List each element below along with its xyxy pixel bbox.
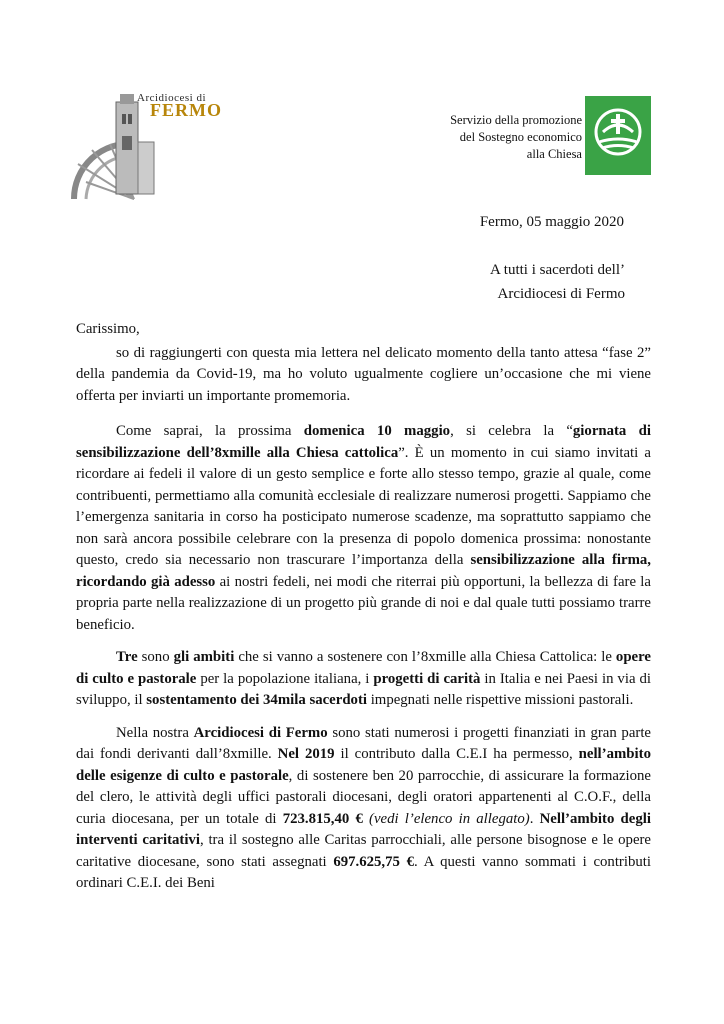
recipient-line-2: Arcidiocesi di Fermo (497, 286, 625, 302)
sostegno-logo (585, 96, 651, 175)
service-heading (450, 112, 582, 163)
logo-title-line2: FERMO (150, 100, 222, 120)
recipient-line-1: A tutti i sacerdoti dell’ (490, 262, 625, 278)
letter-date: Fermo, 05 maggio 2020 (479, 214, 624, 230)
logo-title-line1: Arcidiocesi di (137, 92, 207, 104)
paragraph-4: Nella nostra Arcidiocesi di Fermo sono stati numerosi i progetti finanziati in gran parte dai fondi derivanti dall’8xmille. Nel 2019 il contributo dalla C.E.I ha permesso, nell’ambito delle esigenze di culto e pastorale, di sostenere ben 20 parrocchie, di assicurare la formazione del clero, le attività degli uffici pastorali diocesani, degli oratori appartenenti al C.O.F., della curia diocesana, per un totale di 723.815,40 € (vedi l’elenco in allegato). Nell’ambito degli interventi caritativi, tra il sostegno alle Caritas parrocchiali, alle persone bisognose e le opere caritative diocesane, sono stati assegnati 697.625,75 €. A questi vanno sommati i contributi ordinari C.E.I. dei Beni (76, 724, 652, 891)
paragraph-3: Tre sono gli ambiti che si vanno a sostenere con l’8xmille alla Chiesa Cattolica: le opere di culto e pastorale per la popolazione italiana, i progetti di carità in Italia e nei Paesi in via di sviluppo, il sostentamento dei 34mila sacerdoti impegnati nelle rispettive missioni pastorali. (76, 649, 651, 708)
paragraph-1: so di raggiungerti con questa mia lettera nel delicato momento della tanto attesa “fase 2” della pandemia da Covid-19, ma ho voluto ugualmente cogliere un’occasione che mi viene offerta per inviarti un importante promemoria. (76, 344, 651, 404)
letter-body (76, 319, 651, 906)
recipients (490, 258, 625, 306)
paragraph-2: Come saprai, la prossima domenica 10 maggio, si celebra la “giornata di sensibilizzazione dell’8xmille alla Chiesa cattolica”. È un momento in cui siamo invitati a ricordare ai fedeli il valore di un gesto semplice e forte allo stesso tempo, grazie al quale, come contribuenti, permettiamo alla comunità ecclesiale di realizzare numerosi progetti. Sappiamo che l’emergenza sanitaria in corso ha posticipato numerose scadenze, ma soprattutto sappiamo che non sarà ancora possibile celebrare con la presenza di popolo domenica prossima: nonostante questo, credo sia necessario non trascurare l’importanza della sensibilizzazione alla firma, ricordando già adesso ai nostri fedeli, nei modi che riterrai più opportuni, la bellezza di fare la propria parte nella realizzazione di un progetto più grande di noi e dal quale tutti possiamo trarre beneficio. (76, 423, 652, 633)
service-line-2: del Sostegno economico (459, 130, 582, 144)
service-line-3: alla Chiesa (526, 147, 582, 161)
church-cross-icon (585, 96, 651, 175)
service-line-1: Servizio della promozione (450, 113, 582, 127)
salutation: Carissimo, (76, 321, 140, 337)
